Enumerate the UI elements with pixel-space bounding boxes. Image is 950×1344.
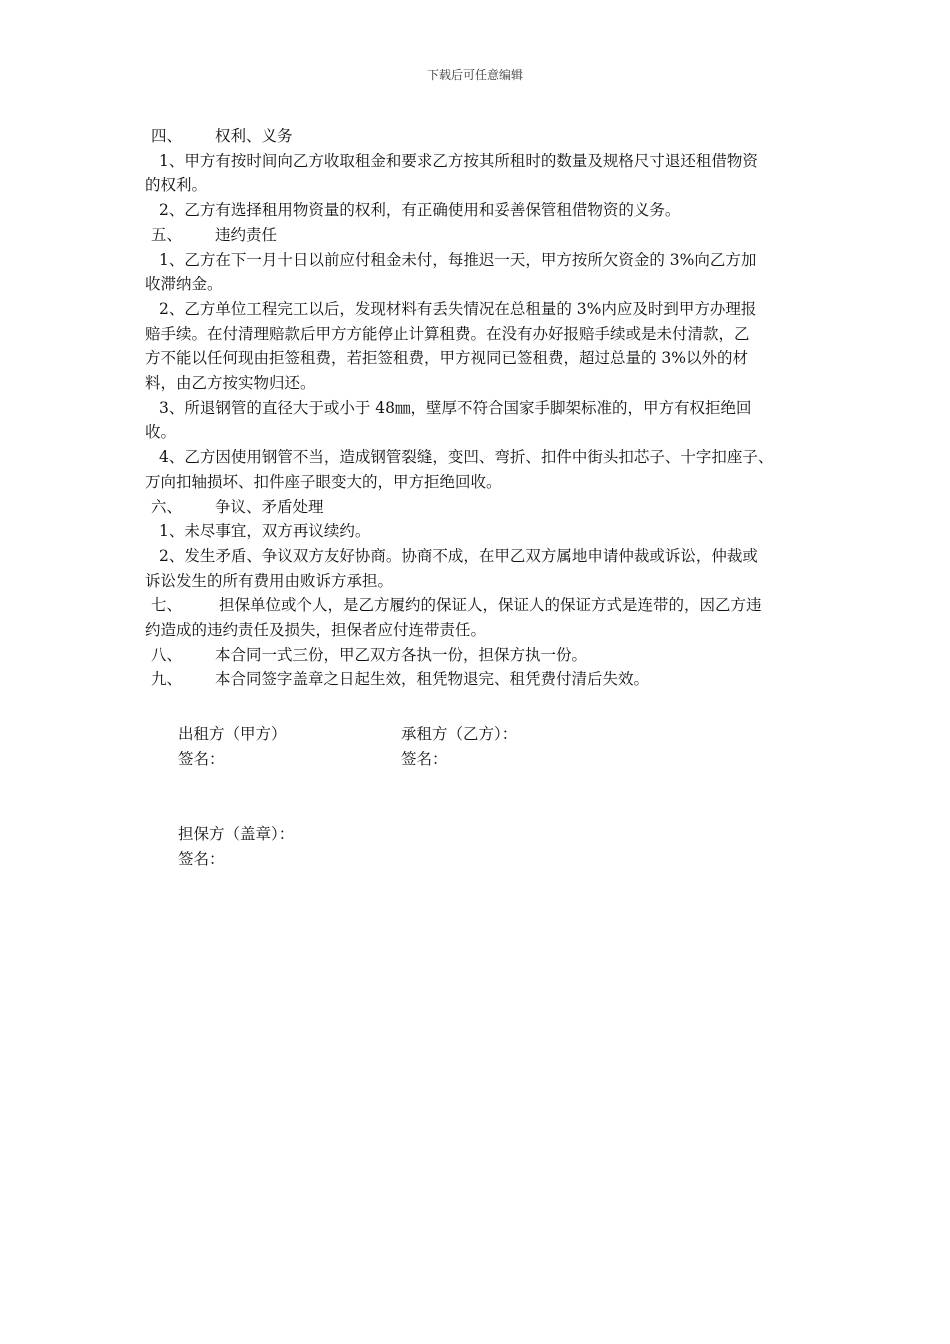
clause-line: 2、乙方有选择租用物资量的权利，有正确使用和妥善保管租借物资的义务。 [159,201,681,220]
clause-line: 的权利。 [145,176,208,195]
section-number: 九、 [151,670,183,689]
section-title: 争议、矛盾处理 [215,497,324,516]
lessee-label: 承租方（乙方）： [401,725,518,743]
signature-block-guarantor [178,822,778,871]
section-heading-disputes [145,495,825,520]
clause-line: 3、所退钢管的直径大于或小于 48㎜，壁厚不符合国家手脚架标准的，甲方有权拒绝回 [159,398,752,417]
section-number: 六、 [151,497,183,516]
section-title: 权利、义务 [215,127,293,145]
section-heading-liability [145,223,825,248]
clause-line: 4、乙方因使用钢管不当，造成钢管裂缝，变凹、弯折、扣件中街头扣芯子、十字扣座子、 [159,448,774,467]
clause-line: 2、发生矛盾、争议双方友好协商。协商不成，在甲乙双方属地申请仲裁或诉讼，仲裁或 [159,546,758,565]
clause-line: 1、乙方在下一月十日以前应付租金未付，每推迟一天，甲方按所欠资金的 3%向乙方加 [159,250,757,269]
section-number: 七、 [151,596,183,615]
guarantor-label: 担保方（盖章）： [178,825,295,843]
clause-line: 方不能以任何现由拒签租费，若拒签租费，甲方视同已签租费，超过总量的 3%以外的材 [145,349,749,368]
clause-line: 收滞纳金。 [145,275,223,294]
section-heading-guarantor [145,593,825,618]
section-heading-effective [145,667,825,692]
lessor-sign-label: 签名： [178,749,225,768]
section-heading-copies [145,643,825,668]
clause-line: 1、未尽事宜，双方再议续约。 [159,522,371,541]
contract-body [145,124,825,692]
guarantor-sign-label: 签名： [178,849,225,868]
section-title: 担保单位或个人，是乙方履约的保证人，保证人的保证方式是连带的，因乙方违 [219,596,762,615]
section-title: 违约责任 [215,225,278,244]
clause-line: 赔手续。在付清理赔款后甲方方能停止计算租费。在没有办好报赔手续或是未付清款，乙 [145,324,750,343]
clause-line: 万向扣轴损坏、扣件座子眼变大的，甲方拒绝回收。 [145,472,502,491]
clause-line: 料，由乙方按实物归还。 [145,374,316,393]
section-title: 本合同签字盖章之日起生效，租凭物退完、租凭费付清后失效。 [215,670,650,689]
clause-line: 约造成的违约责任及损失，担保者应付连带责任。 [145,621,487,640]
signature-block-parties [178,722,778,771]
section-number: 五、 [151,225,183,244]
section-heading-rights [145,124,825,149]
page-header: 下载后可任意编辑 [426,68,523,82]
section-number: 八、 [151,645,183,664]
section-number: 四、 [151,127,183,145]
clause-line: 诉讼发生的所有费用由败诉方承担。 [145,571,394,590]
clause-line: 收。 [145,423,177,442]
lessee-sign-label: 签名： [401,749,448,768]
clause-line: 1、甲方有按时间向乙方收取租金和要求乙方按其所租时的数量及规格尺寸退还租借物资 [159,151,758,170]
section-title: 本合同一式三份，甲乙双方各执一份，担保方执一份。 [215,645,588,664]
clause-line: 2、乙方单位工程完工以后，发现材料有丢失情况在总租量的 3%内应及时到甲方办理报 [159,299,757,318]
lessor-label: 出租方（甲方） [178,725,287,743]
